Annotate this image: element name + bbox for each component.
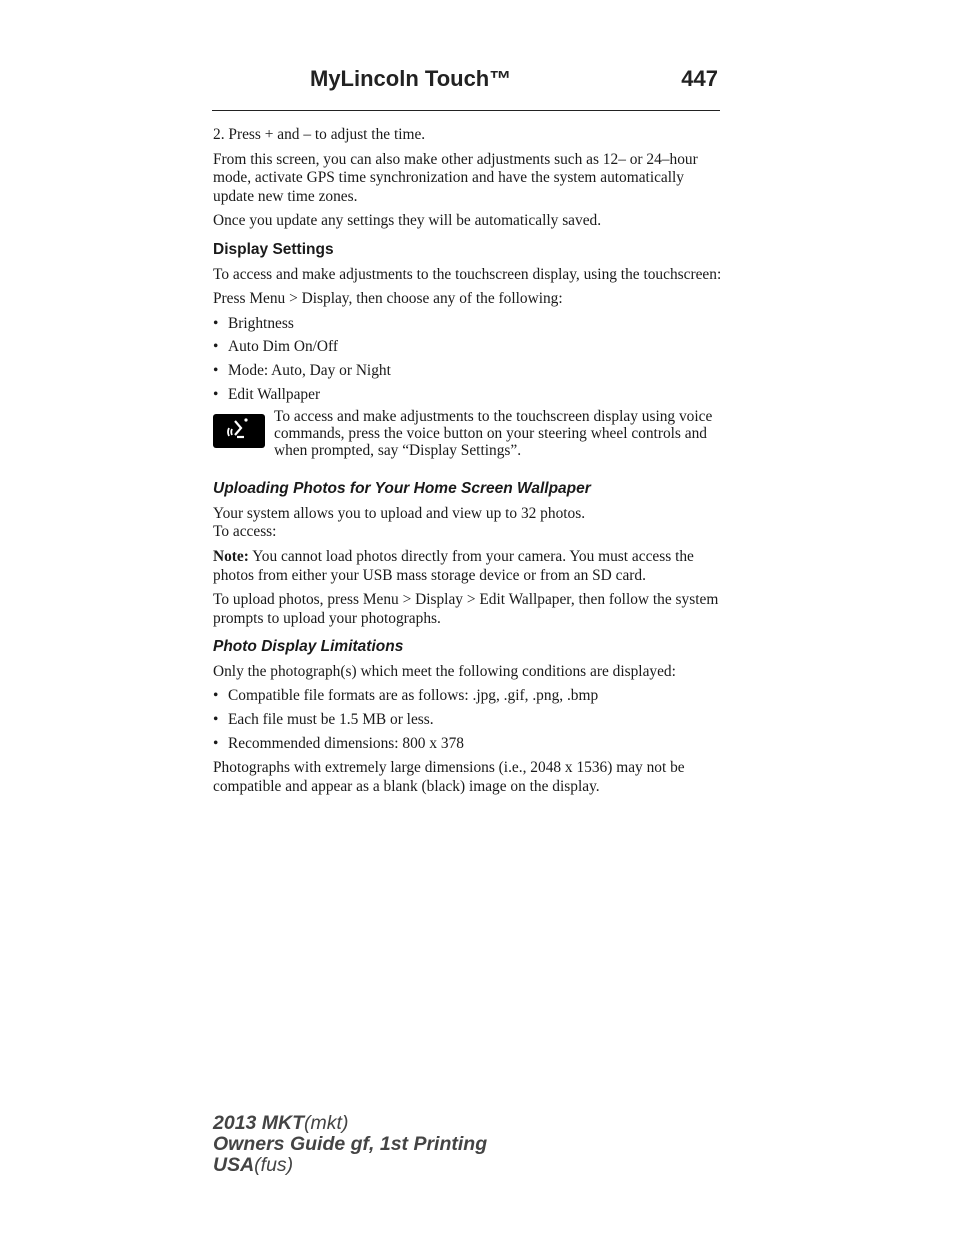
list-item <box>213 315 725 334</box>
list-item <box>213 362 725 381</box>
limitation-dimensions: Recommended dimensions: 800 x 378 <box>228 734 464 752</box>
paragraph-to-access: To access: <box>213 523 277 541</box>
bullet-icon: • <box>213 711 219 729</box>
bullet-icon: • <box>213 385 219 403</box>
paragraph-upload-limit: Your system allows you to upload and view up to 32 photos. <box>213 504 586 522</box>
page-title: MyLincoln Touch™ <box>310 66 512 91</box>
uploading-photos-heading: Uploading Photos for Your Home Screen Wallpaper <box>213 480 591 498</box>
display-option-auto-dim: Auto Dim On/Off <box>228 338 339 356</box>
display-option-brightness: Brightness <box>228 314 294 332</box>
photo-display-limitations-heading: Photo Display Limitations <box>213 638 404 656</box>
paragraph-saved: Once you update any settings they will be automatically saved. <box>213 212 602 230</box>
voice-command-block <box>213 410 725 470</box>
note-label: Note: <box>213 547 249 565</box>
list-item <box>213 687 725 706</box>
display-settings-heading: Display Settings <box>213 240 334 258</box>
bullet-icon: • <box>213 361 219 379</box>
list-item <box>213 386 725 405</box>
bullet-icon: • <box>213 314 219 332</box>
display-option-edit-wallpaper: Edit Wallpaper <box>228 385 321 403</box>
voice-command-icon <box>213 414 265 448</box>
limitation-file-formats: Compatible file formats are as follows: .jpg, .gif, .png, .bmp <box>228 687 599 705</box>
list-item <box>213 711 725 730</box>
display-option-mode: Mode: Auto, Day or Night <box>228 361 391 379</box>
page-footer <box>213 1113 487 1176</box>
footer-model: 2013 MKT <box>213 1112 305 1134</box>
list-item <box>213 338 725 357</box>
bullet-icon: • <box>213 734 219 752</box>
footer-market: USA <box>213 1154 255 1176</box>
bullet-icon: • <box>213 687 219 705</box>
note-text: You cannot load photos directly from your camera. You must access the photos from either your USB mass storage device or from an SD card. <box>213 547 694 584</box>
paragraph-upload-steps: To upload photos, press Menu > Display > Edit Wallpaper, then follow the system prompts to upload your photographs. <box>213 591 719 627</box>
limitations-list <box>213 687 725 753</box>
display-options-list <box>213 315 725 404</box>
note-paragraph <box>213 548 725 585</box>
footer-model-code: (mkt) <box>304 1112 349 1134</box>
footer-market-code: (fus) <box>254 1154 294 1176</box>
paragraph-large-photos: Photographs with extremely large dimensions (i.e., 2048 x 1536) may not be compatible and appear as a blank (black) image on the display. <box>213 759 685 795</box>
footer-market-line <box>213 1155 487 1176</box>
step-2: 2. Press + and – to adjust the time. <box>213 126 426 143</box>
voice-command-text: To access and make adjustments to the touchscreen display using voice commands, press the voice button on your steering wheel controls and when prompted, say “Display Settings”. <box>274 408 713 460</box>
paragraph-access-touchscreen: To access and make adjustments to the touchscreen display, using the touchscreen: <box>213 265 722 283</box>
page-content <box>213 126 725 802</box>
footer-model-line <box>213 1113 487 1134</box>
page-number: 447 <box>681 66 718 91</box>
limitation-file-size: Each file must be 1.5 MB or less. <box>228 711 434 729</box>
page-header <box>212 54 720 111</box>
paragraph-only-photos: Only the photograph(s) which meet the following conditions are displayed: <box>213 662 676 680</box>
bullet-icon: • <box>213 338 219 356</box>
list-item <box>213 735 725 754</box>
paragraph-other-adjustments: From this screen, you can also make other adjustments such as 12– or 24–hour mode, activate GPS time synchronization and have the system automatically update new time zones. <box>213 150 698 205</box>
footer-guide: Owners Guide gf, 1st Printing <box>213 1133 488 1155</box>
paragraph-press-menu: Press Menu > Display, then choose any of the following: <box>213 290 563 308</box>
